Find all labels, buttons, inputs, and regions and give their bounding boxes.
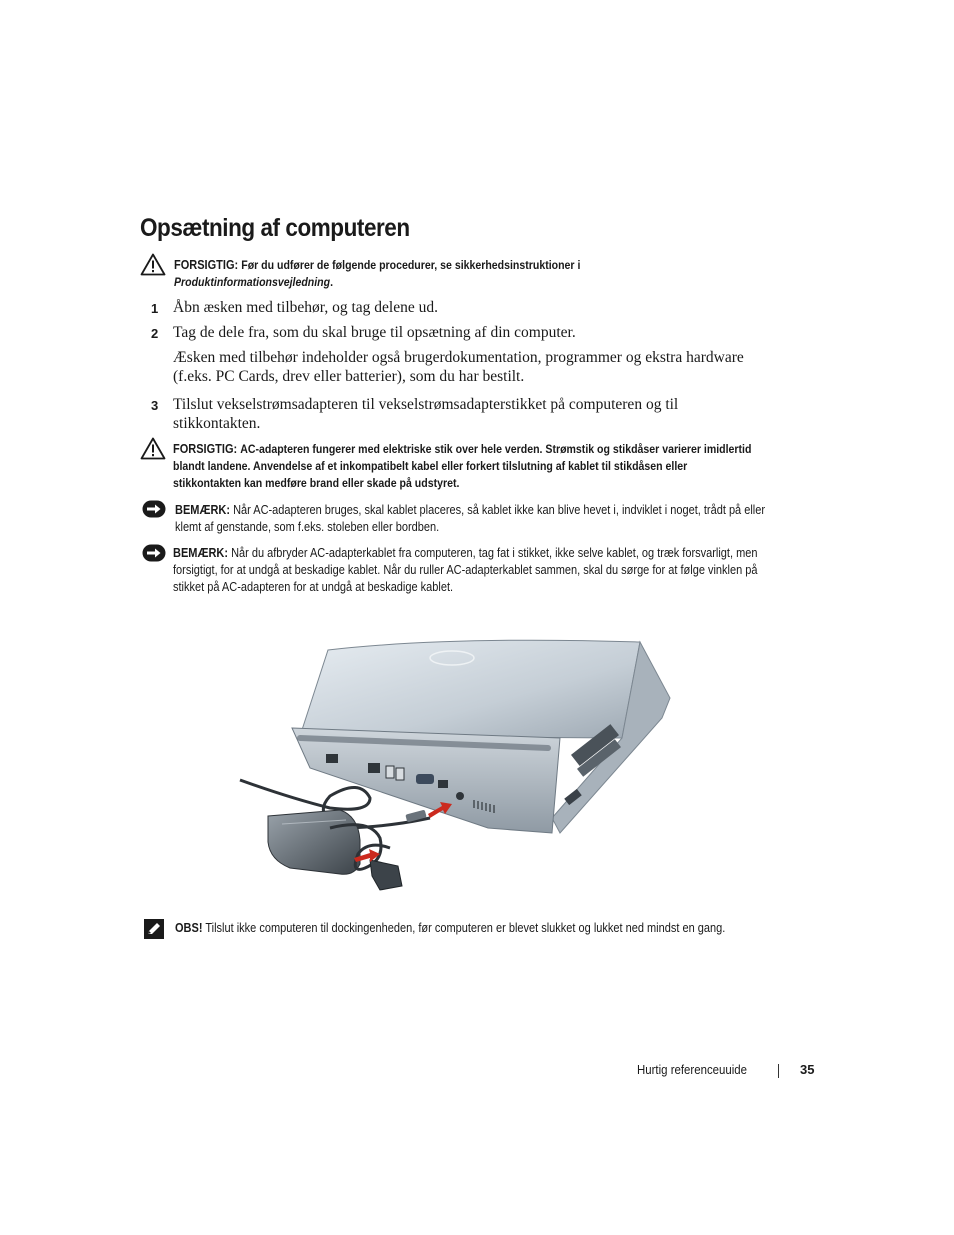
footer-section-name: Hurtig referenceuuide — [637, 1062, 748, 1077]
caution-label: FORSIGTIG: — [173, 442, 238, 456]
page-number: 35 — [800, 1062, 815, 1077]
caution-text: AC-adapteren fungerer med elektriske stik over hele verden. Strømstik og stikdåser varierer imidlertid blandt landene. Anvendelse af et inkompatibelt kabel eller forkert tilslutning af kablet til stikdåsen eller stikkontakten kan medføre brand eller skade på udstyret. — [173, 442, 752, 490]
notice-box — [142, 500, 766, 540]
warning-triangle-icon — [140, 437, 166, 465]
notice-label: BEMÆRK: — [175, 503, 230, 517]
caution-box — [140, 437, 760, 495]
step-text: Tag de dele fra, som du skal bruge til opsætning af din computer. — [173, 324, 576, 341]
caution-label: FORSIGTIG: — [174, 258, 239, 272]
laptop-ac-adapter-illustration — [230, 628, 680, 898]
notice-label: BEMÆRK: — [173, 546, 228, 560]
step-number: 2 — [151, 326, 159, 341]
step-text: Tilslut vekselstrømsadapteren til vekselstrømsadapterstikket på computeren og til stikkontakten. — [173, 396, 679, 432]
step-number: 3 — [151, 398, 159, 413]
note-label: OBS! — [175, 921, 203, 935]
caution-text: Før du udfører de følgende procedurer, se sikkerhedsinstruktioner i — [241, 258, 581, 272]
wall-plug — [370, 860, 402, 890]
page-title: Opsætning af computeren — [140, 214, 410, 242]
notice-arrow-icon — [142, 544, 166, 567]
note-pencil-icon — [144, 919, 164, 944]
warning-triangle-icon — [140, 253, 166, 281]
caution-box — [140, 253, 760, 293]
note-box — [144, 919, 764, 959]
notice-text: Når du afbryder AC-adapterkablet fra computeren, tag fat i stikket, ikke selve kablet, og træk forsvarligt, men forsigtigt, for at undgå at beskadige kablet. Når du ruller AC-adapterkablet sammen, skal du sørge for at følge vinklen på stikket på AC-adapteren for at undgå at beskadige kablet. — [173, 546, 758, 594]
notice-arrow-icon — [142, 500, 166, 523]
footer-divider — [778, 1064, 779, 1078]
step-2-paragraph: Æsken med tilbehør indeholder også brugerdokumentation, programmer og ekstra hardware (f.eks. PC Cards, drev eller batterier), som du har bestilt. — [173, 349, 744, 385]
ac-adapter-brick — [268, 810, 360, 874]
step-number: 1 — [151, 301, 159, 316]
caution-tail: . — [330, 275, 334, 289]
laptop-lid — [300, 640, 640, 738]
notice-text: Når AC-adapteren bruges, skal kablet placeres, så kablet ikke kan blive hevet i, indviklet i noget, trådt på eller klemt af genstande, som f.eks. stoleben eller bordben. — [175, 503, 766, 534]
notice-box — [142, 544, 762, 602]
note-text: Tilslut ikke computeren til dockingenheden, før computeren er blevet slukket og lukket ned mindst en gang. — [205, 921, 726, 935]
document-reference: Produktinformationsvejledning — [174, 275, 331, 289]
step-text: Åbn æsken med tilbehør, og tag delene ud. — [173, 299, 438, 316]
